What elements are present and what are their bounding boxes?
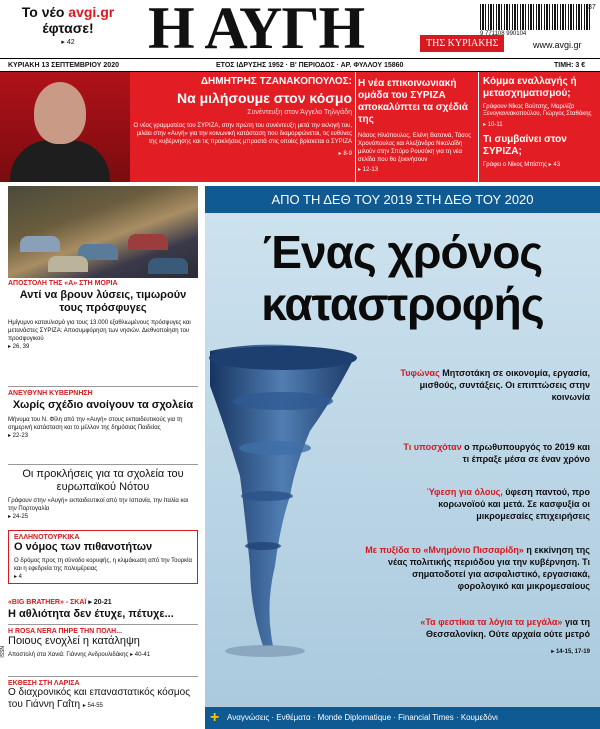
dateline bbox=[0, 58, 600, 72]
bigbrother-title: Η αθλιότητα δεν έτυχε, πέτυχε... bbox=[8, 608, 174, 620]
schools-story[interactable] bbox=[8, 390, 198, 439]
plus-icon: + bbox=[210, 709, 220, 726]
schools-body: Μήνυμα του Ν. Φίλη από την «Αυγή» στους εκπαιδευτικούς για τη σημερινή κατάσταση και το μέλλον της δημόσιας Παιδείας bbox=[8, 417, 183, 431]
feature-title-line2: καταστροφής bbox=[261, 278, 544, 330]
feature-para-4: Με πυξίδα το «Μνημόνιο Πισσαρίδη» η εκκίνηση της νέας πολιτικής περιόδου για την κυβέρνηση. Τι σηματοδοτεί για ασφαλιστικό, εργασιακά, φορολογικό και μικρομεσαίους bbox=[365, 545, 590, 591]
divider bbox=[355, 72, 356, 182]
promo-line2: έφτασε! bbox=[42, 20, 94, 36]
top-stories-band bbox=[0, 72, 600, 182]
feature-para-1: Τυφώνας Μητσοτάκη σε οικονομία, εργασία, μισθούς, συντάξεις. Οι επιπτώσεις στην κοινωνία bbox=[400, 368, 590, 402]
bigbrother-kicker: «BIG BRATHER» - ΣΚΑΪ bbox=[8, 599, 87, 606]
turkey-title: Ο νόμος των πιθανοτήτων bbox=[14, 541, 153, 553]
top-story-kicker: ΔΗΜΗΤΡΗΣ ΤΖΑΝΑΚΟΠΟΥΛΟΣ: bbox=[200, 76, 352, 87]
top-story-page: ▸ 8-9 bbox=[338, 151, 352, 157]
feature-para-3: Ύφεση για όλους, ύφεση παντού, προ κορωνοϊού και μετά. Σε κασφυξία οι μικρομεσαίες επιχειρήσεις bbox=[426, 487, 590, 521]
turkey-kicker: ΕΛΛΗΝΟΤΟΥΡΚΙΚΑ bbox=[14, 534, 80, 541]
moria-page: ▸ 26, 39 bbox=[8, 344, 30, 350]
rosanera-kicker: Η ROSA NERA ΠΗΡΕ ΤΗΝ ΠΟΛΗ... bbox=[8, 628, 123, 635]
south-page: ▸ 24-25 bbox=[8, 514, 29, 520]
story2-title: Η νέα επικοινωνιακή ομάδα του ΣΥΡΙΖΑ αποκαλύπτει τα σχέδιά της bbox=[358, 78, 468, 125]
rosanera-page: ▸ 40-41 bbox=[130, 652, 151, 658]
rosanera-title: Ποιους ενοχλεί η κατάληψη bbox=[8, 635, 140, 647]
rosanera-body: Αποστολή στα Χανιά: Γιάννης Ανδρουλιδάκης bbox=[8, 652, 129, 658]
price: ΤΙΜΗ: 3 € bbox=[554, 62, 586, 69]
larisa-title: Ο διαχρονικός και επαναστατικός κόσμος του Γιάννη Γαΐτη bbox=[8, 687, 191, 710]
south-title: Οι προκλήσεις για τα σχολεία του ευρωπαϊκού Νότου bbox=[22, 468, 184, 493]
turkey-page: ▸ 4 bbox=[14, 574, 23, 580]
feature-title-line1: Ένας χρόνος bbox=[262, 226, 543, 278]
story3-body2: Γράφει ο Νίκος Μπίστης ▸ 43 bbox=[483, 162, 561, 168]
main-feature[interactable] bbox=[205, 186, 600, 729]
south-body: Γράφουν στην «Αυγή» εκπαιδευτικοί από την Ισπανία, την Ιταλία και την Πορτογαλία bbox=[8, 498, 189, 512]
issue-info: ΕΤΟΣ ΙΔΡΥΣΗΣ 1952 · Β' ΠΕΡΙΟΔΟΣ · ΑΡ. ΦΥΛΛΟΥ 15860 bbox=[216, 62, 404, 69]
larisa-kicker: ΕΚΘΕΣΗ ΣΤΗ ΛΑΡΙΣΑ bbox=[8, 680, 80, 687]
schools-kicker: ΑΝΕΥΘΥΝΗ ΚΥΒΕΡΝΗΣΗ bbox=[8, 390, 93, 397]
schools-title: Χωρίς σχέδιο ανοίγουν τα σχολεία bbox=[12, 399, 194, 411]
rosa-nera-story[interactable] bbox=[8, 628, 198, 659]
supplements-bar[interactable] bbox=[205, 707, 600, 729]
issn-tag: ISSN bbox=[0, 646, 6, 658]
story3-body: Γράφουν Νίκος Βούτσης, Μαριλίζα Ξενογιαννακοπούλου, Γιώργος Σταθάκης bbox=[483, 104, 592, 117]
promo-line1-a: Το νέο bbox=[21, 4, 69, 20]
barcode-icon bbox=[480, 4, 590, 30]
moria-story[interactable] bbox=[8, 280, 198, 350]
greek-turkish-story[interactable] bbox=[8, 530, 198, 584]
top-story-title: Να μιλήσουμε στον κόσμο bbox=[176, 90, 352, 106]
feature-pages: ▸ 14-15, 17-19 bbox=[551, 649, 590, 655]
site-url[interactable]: www.avgi.gr bbox=[533, 40, 582, 50]
top-story-byline: Συνέντευξη στον Άγγελο Τηλιγάδη bbox=[247, 109, 352, 116]
avgi-gr-promo[interactable] bbox=[8, 4, 128, 46]
top-story-body: Ο νέος γραμματέας του ΣΥΡΙΖΑ, στην πρώτη του συνέντευξη μετά την εκλογή του, μιλάει στην «Αυγή» για την κοινωνική κατάσταση που διαμορφώνεται, τις ευθύνες της κυβέρνησης και τις προκλήσεις μπροστά στις οποίες βρίσκεται ο ΣΥΡΙΖΑ bbox=[133, 123, 352, 145]
story2-page: ▸ 12-13 bbox=[358, 167, 379, 173]
barcode-number: 9 771108 990104 bbox=[480, 31, 527, 37]
supplements-text: Αναγνώσεις · Ενθέματα · Monde Diplomatique · Financial Times · Κουμεδόνι bbox=[227, 713, 498, 722]
issue-tag: 37 bbox=[588, 4, 596, 11]
refugee-camp-photo bbox=[8, 186, 198, 278]
turkey-body: Ο δρόμος προς τη σύνοδο κορυφής, η κλιμάκωση από την Τουρκία και η εφεδρεία της πολυμέρειας bbox=[14, 558, 192, 572]
story-party[interactable] bbox=[483, 76, 597, 168]
south-schools-story[interactable] bbox=[8, 468, 198, 520]
story-communication-team[interactable] bbox=[358, 78, 474, 173]
schools-page: ▸ 22-23 bbox=[8, 433, 29, 439]
story3-title2: Τι συμβαίνει στον ΣΥΡΙΖΑ; bbox=[483, 134, 567, 157]
big-brother-story[interactable] bbox=[8, 598, 198, 621]
story3-page: ▸ 10-11 bbox=[483, 122, 503, 128]
masthead bbox=[0, 0, 600, 61]
top-story[interactable] bbox=[130, 76, 352, 157]
date: ΚΥΡΙΑΚΗ 13 ΣΕΠΤΕΜΒΡΙΟΥ 2020 bbox=[8, 62, 119, 69]
feature-para-2: Τι υποσχόταν ο πρωθυπουργός το 2019 και τι έπραξε μέσα σε έναν χρόνο bbox=[403, 442, 590, 464]
divider bbox=[478, 72, 479, 182]
larisa-page: ▸ 54-55 bbox=[82, 703, 103, 709]
moria-title: Αντί να βρουν λύσεις, τιμωρούν τους πρόσφυγες bbox=[19, 289, 187, 314]
story2-body: Νάσος Ηλιόπουλος, Ελένη Βατσινά, Τάσος Χρονόπουλος και Αλεξάνδρα Νικολαΐδη μιλούν στην Σπύρο Ρουσόκη για τη νέα σελίδα που θα ξεκινήσουν bbox=[358, 133, 472, 163]
promo-page: ▸ 42 bbox=[61, 39, 75, 46]
politician-photo bbox=[0, 72, 130, 182]
feature-header: ΑΠΟ ΤΗ ΔΕΘ ΤΟΥ 2019 ΣΤΗ ΔΕΘ ΤΟΥ 2020 bbox=[205, 186, 600, 213]
moria-kicker: ΑΠΟΣΤΟΛΗ ΤΗΣ «Α» ΣΤΗ ΜΟΡΙΑ bbox=[8, 280, 118, 287]
larisa-exhibition-story[interactable] bbox=[8, 680, 198, 712]
left-column bbox=[0, 186, 200, 729]
feature-para-5: «Τα φεστίκια τα λόγια τα μεγάλα» για τη Θεσσαλονίκη. Ούτε αρχαία ούτε μετρό bbox=[420, 617, 590, 639]
newspaper-logo: Η ΑΥΓΗ bbox=[148, 0, 365, 61]
moria-body: Ημίγυμνο καταυλισμό για τους 13.000 εξαθλιωμένους πρόσφυγες και μετανάστες ΣΥΡΙΖΑ: Αποσυμφόρηση των νησιών. Διεθνοποίηση του προσφυγικού bbox=[8, 320, 191, 342]
promo-line1-b: avgi.gr bbox=[68, 4, 115, 20]
bigbrother-page: ▸ 20-21 bbox=[88, 599, 112, 606]
story3-title: Κόμμα εναλλαγής ή μετασχηματισμού; bbox=[483, 76, 577, 99]
edition-badge: ΤΗΣ ΚΥΡΙΑΚΗΣ bbox=[420, 35, 504, 52]
